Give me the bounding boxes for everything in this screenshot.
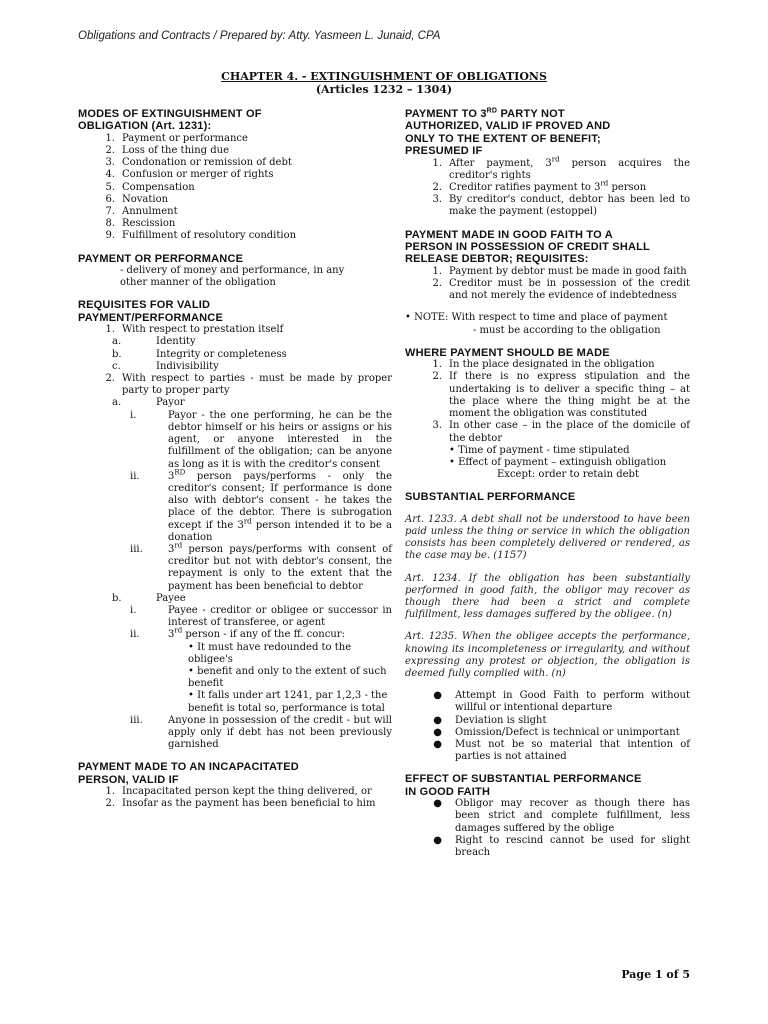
list-item: 2. With respect to parties - must be made by proper party to proper party (105, 373, 392, 397)
list-item: 9. Fulfillment of resolutory condition (105, 230, 297, 242)
left-column (78, 108, 392, 811)
list-item: 2. Creditor ratifies payment to 3rd person (432, 179, 647, 194)
list-item: 2. Loss of the thing due (105, 145, 229, 157)
list-item: 1. In the place designated in the obligation (432, 359, 655, 371)
modes-list (78, 133, 392, 243)
requisites-heading-1: REQUISITES FOR VALID (78, 299, 211, 312)
chapter-subtitle: (Articles 1232 – 1304) (315, 83, 453, 96)
where-heading: WHERE PAYMENT SHOULD BE MADE (405, 346, 610, 359)
third-heading-3: ONLY TO THE EXTENT OF BENEFIT; (405, 132, 601, 145)
list-item: 1. Payment or performance (105, 132, 248, 144)
payment-heading: PAYMENT OR PERFORMANCE (78, 252, 244, 265)
list-item: 1. Payment by debtor must be made in good faith (432, 265, 687, 277)
bullet-item: • benefit and only to the extent of such benefit (188, 665, 387, 690)
modes-heading-2: OBLIGATION (Art. 1231): (78, 120, 212, 133)
list-item: 1. Incapacitated person kept the thing delivered, or (105, 786, 372, 798)
list-item: i. Payor - the one performing, he can be the debtor himself or his heirs or assigns or his agent, or anyone interested in the fulfillment of the obligation; can be anyone as long as it is with the creditor's consent (130, 409, 392, 470)
list-item: 8. Rescission (105, 218, 176, 230)
list-item: 5. Compensation (105, 181, 195, 193)
payment-def-1: - delivery of money and performance, in any (120, 265, 345, 277)
note-line-1: • NOTE: With respect to time and place of payment (405, 312, 668, 324)
bullet-item: • Time of payment - time stipulated (449, 444, 630, 456)
list-item: 3. By creditor's conduct, debtor has been led to make the payment (estoppel) (432, 194, 690, 218)
list-item: a. Payor (112, 397, 185, 409)
list-item: iii. Anyone in possession of the credit - but will apply only if debt has not been previously garnished (130, 714, 392, 751)
chapter-title: CHAPTER 4. - EXTINGUISHMENT OF OBLIGATIONS (221, 70, 547, 83)
list-item: 3. In other case – in the place of the domicile of the debtor (432, 420, 690, 444)
page-number: Page 1 of 5 (621, 968, 690, 981)
bullet-item: • It must have redounded to the obligee's (188, 641, 352, 665)
list-item: 2. Insofar as the payment has been beneficial to him (105, 798, 376, 810)
list-item: a. Identity (112, 336, 196, 348)
modes-heading-1: MODES OF EXTINGUISHMENT OF (78, 108, 262, 120)
requisites-heading-2: PAYMENT/PERFORMANCE (78, 311, 223, 324)
article-1234: Art. 1234. If the obligation has been substantially performed in good faith, the obligor may recover as though there had been a strict and complete fulfillment, less damages suffered by the obligee. (n) (405, 572, 690, 621)
third-heading-1: PAYMENT TO 3RD PARTY NOT (405, 107, 565, 120)
list-item: 6. Novation (105, 193, 169, 205)
list-item: 3. Condonation or remission of debt (105, 157, 292, 169)
bullet-item: • Effect of payment – extinguish obligation (449, 456, 667, 468)
list-item: 1. With respect to prestation itself (105, 324, 284, 336)
incap-heading-1: PAYMENT MADE TO AN INCAPACITATED (78, 761, 299, 774)
incap-heading-2: PERSON, VALID IF (78, 773, 179, 786)
effect-heading-1: EFFECT OF SUBSTANTIAL PERFORMANCE (405, 773, 642, 786)
goodfaith-heading-3: RELEASE DEBTOR; REQUISITES: (405, 253, 589, 266)
third-heading-4: PRESUMED IF (405, 145, 483, 158)
running-header: Obligations and Contracts / Prepared by: Atty. Yasmeen L. Junaid, CPA (78, 30, 441, 42)
list-item: ii. 3RD person pays/performs - only the creditor's consent; If performance is done also with debtor's consent - he takes the place of the debtor. There is subrogation except if the 3rd person intended it to be a donation (130, 468, 392, 543)
list-item: ● Deviation is slight (433, 714, 547, 726)
list-item: 2. Creditor must be in possession of the credit and not merely the evidence of indebtedness (432, 278, 690, 302)
list-item: ● Must not be so material that intention of parties is not attained (433, 738, 690, 763)
third-heading-2: AUTHORIZED, VALID IF PROVED AND (405, 120, 611, 133)
list-item: 2. If there is no express stipulation and the undertaking is to deliver a specific thing – at the place where the thing might be at the moment the obligation was constituted (432, 371, 690, 420)
list-item: b. Payee (112, 592, 186, 604)
bullet-item: • It falls under art 1241, par 1,2,3 - the benefit is total so, performance is total (188, 690, 388, 714)
list-item: ● Obligor may recover as though there has been strict and complete fulfillment, less damages suffered by the oblige (433, 798, 690, 834)
list-item: c. Indivisibility (112, 360, 219, 372)
substantial-heading: SUBSTANTIAL PERFORMANCE (405, 491, 576, 504)
effect-heading-2: IN GOOD FAITH (405, 785, 491, 798)
bullet-item: Except: order to retain debt (497, 469, 639, 481)
list-item: 7. Annulment (105, 206, 178, 218)
list-item: ● Attempt in Good Faith to perform without willful or intentional departure (433, 690, 690, 714)
list-item: 4. Confusion or merger of rights (105, 169, 274, 181)
payment-def-2: other manner of the obligation (120, 277, 276, 289)
article-1235: Art. 1235. When the obligee accepts the performance, knowing its incompleteness or irregularity, and without expressing any protest or objection, the obligation is deemed fully complied with. (n) (405, 631, 690, 679)
goodfaith-heading-2: PERSON IN POSSESSION OF CREDIT SHALL (405, 241, 650, 254)
list-item: 1. After payment, 3rd person acquires the creditor's rights (432, 155, 690, 181)
list-item: ● Omission/Defect is technical or unimportant (433, 726, 680, 738)
note-line-2: - must be according to the obligation (473, 324, 661, 336)
list-item: b. Integrity or completeness (112, 348, 287, 360)
list-item: ii. 3rd person - if any of the ff. concur: (130, 627, 345, 641)
article-1233: Art. 1233. A debt shall not be understood to have been paid unless the thing or service in which the obligation consists has been completely delivered or rendered, as the case may be. (1157) (405, 513, 690, 562)
goodfaith-heading-1: PAYMENT MADE IN GOOD FAITH TO A (405, 228, 613, 241)
list-item: i. Payee - creditor or obligee or successor in interest of transferee, or agent (130, 604, 392, 629)
list-item: ● Right to rescind cannot be used for slight breach (433, 834, 690, 858)
right-column (405, 108, 690, 859)
list-item: iii. 3rd person pays/performs with consent of creditor but not with debtor's consent, the repayment is only to the extent that the payment has been beneficial to debtor (130, 541, 392, 592)
